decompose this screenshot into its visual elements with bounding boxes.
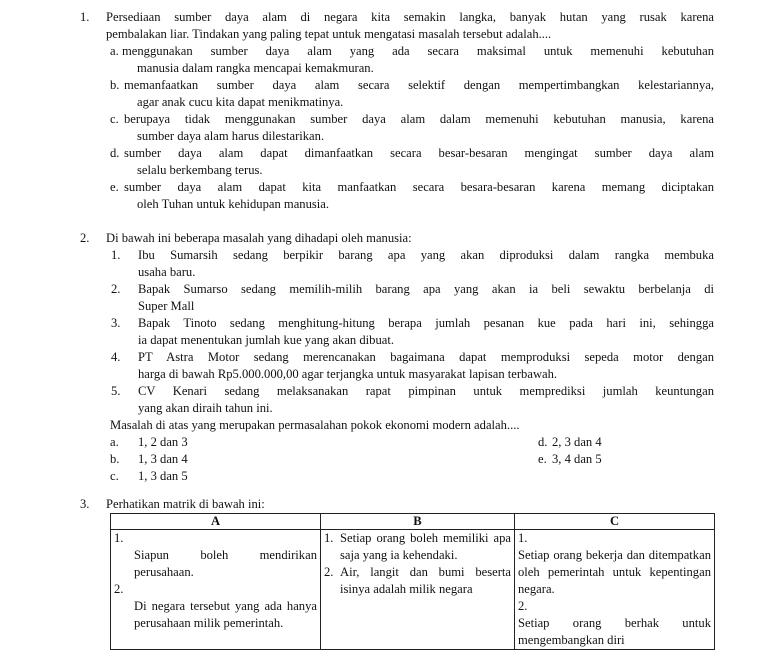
option-letter: d. [538,435,548,449]
option-letter: d. [110,146,120,160]
option-letter: c. [110,112,119,126]
question-number: 2. [80,231,90,245]
option-text: sumber daya alam dapat dimanfaatkan secara besar-besaran mengingat sumber daya alam [124,146,714,160]
list-item-text: ia dapat menentukan jumlah kue yang akan dibuat. [138,333,394,347]
matrix-entry [518,598,711,615]
matrix-entry [114,530,317,547]
matrix-header-a: A [111,514,321,530]
list-item-number: 5. [111,384,121,398]
question-stem: pembalakan liar. Tindakan yang paling tepat untuk mengatasi masalah tersebut adalah.... [106,27,552,41]
option-text: manusia dalam rangka mencapai kemakmuran. [137,61,374,75]
matrix-entry [324,530,511,564]
option-letter: c. [110,469,119,483]
option-text: menggunakan sumber daya alam yang ada secara maksimal untuk memenuhi kebutuhan [122,44,714,58]
list-item-number: 1. [111,248,121,262]
matrix-header-b: B [321,514,515,530]
option-letter: b. [110,78,120,92]
matrix-cell-b [321,530,515,650]
option-letter: a. [110,435,119,449]
option-text: 1, 3 dan 5 [138,469,188,483]
list-item-number: 4. [111,350,121,364]
list-item-text: Bapak Tinoto sedang menghitung-hitung berapa jumlah pesanan kue pada hari ini, sehingga [138,316,714,330]
entry-number: 2. [114,582,124,596]
entry-number: 1. [518,531,528,545]
matrix-cell-a [111,530,321,650]
option-text: selalu berkembang terus. [137,163,263,177]
entry-text: Setiap orang boleh memiliki apa saja yang ia kehendaki. [340,531,511,562]
matrix-row [111,530,715,650]
matrix-header-c: C [515,514,715,530]
list-item-text: yang akan diraih tahun ini. [138,401,273,415]
list-item-text: CV Kenari sedang melaksanakan rapat pimpinan untuk memprediksi jumlah keuntungan [138,384,714,398]
entry-text: Di negara tersebut yang ada hanya perusahaan milik pemerintah. [134,599,317,630]
question-stem: Perhatikan matrik di bawah ini: [106,497,265,511]
list-item-number: 2. [111,282,121,296]
entry-number: 1. [324,531,334,545]
option-text: 1, 2 dan 3 [138,435,188,449]
question-stem: Persediaan sumber daya alam di negara kita semakin langka, banyak hutan yang rusak karena [106,10,714,24]
entry-text: Setiap orang berhak untuk mengembangkan diri [518,616,711,647]
option-letter: b. [110,452,120,466]
option-text: berupaya tidak menggunakan sumber daya alam dalam memenuhi kebutuhan manusia, karena [124,112,714,126]
list-item-text: Ibu Sumarsih sedang berpikir barang apa yang akan diproduksi dalam rangka membuka [138,248,714,262]
matrix-entry [324,564,511,598]
matrix-entry [518,530,711,547]
option-letter: e. [110,180,119,194]
entry-number: 2. [518,599,528,613]
option-text: 3, 4 dan 5 [552,452,602,466]
question-stem: Di bawah ini beberapa masalah yang dihadapi oleh manusia: [106,231,412,245]
matrix-cell-c [515,530,715,650]
question-number: 3. [80,497,90,511]
question-prompt: Masalah di atas yang merupakan permasalahan pokok ekonomi modern adalah.... [110,418,520,432]
option-text: 2, 3 dan 4 [552,435,602,449]
entry-text: Setiap orang bekerja dan ditempatkan oleh pemerintah untuk kepentingan negara. [518,548,711,596]
list-item-text: PT Astra Motor sedang merencanakan bagaimana dapat memproduksi sepeda motor dengan [138,350,714,364]
comparison-matrix [110,513,715,650]
entry-text: Siapun boleh mendirikan perusahaan. [134,548,317,579]
entry-number: 2. [324,565,334,579]
list-item-text: usaha baru. [138,265,196,279]
option-letter: e. [538,452,547,466]
list-item-number: 3. [111,316,121,330]
option-text: oleh Tuhan untuk kehidupan manusia. [137,197,330,211]
option-text: agar anak cucu kita dapat menikmatinya. [137,95,344,109]
matrix-entry [114,581,317,598]
option-text: sumber daya alam dapat kita manfaatkan secara besara-besaran karena memang diciptakan [124,180,714,194]
list-item-text: Bapak Sumarso sedang memilih-milih barang apa yang akan ia beli sewaktu berbelanja di [138,282,714,296]
option-text: 1, 3 dan 4 [138,452,188,466]
option-text: sumber daya alam harus dilestarikan. [137,129,325,143]
list-item-text: harga di bawah Rp5.000.000,00 agar terjangka untuk masyarakat lapisan terbawah. [138,367,558,381]
option-text: memanfaatkan sumber daya alam secara selektif dengan mempertimbangkan kelestariannya, [124,78,714,92]
list-item-text: Super Mall [138,299,195,313]
entry-number: 1. [114,531,124,545]
question-number: 1. [80,10,90,24]
matrix-header-row [111,514,715,530]
option-letter: a. [110,44,119,58]
entry-text: Air, langit dan bumi beserta isinya adalah milik negara [340,565,511,596]
